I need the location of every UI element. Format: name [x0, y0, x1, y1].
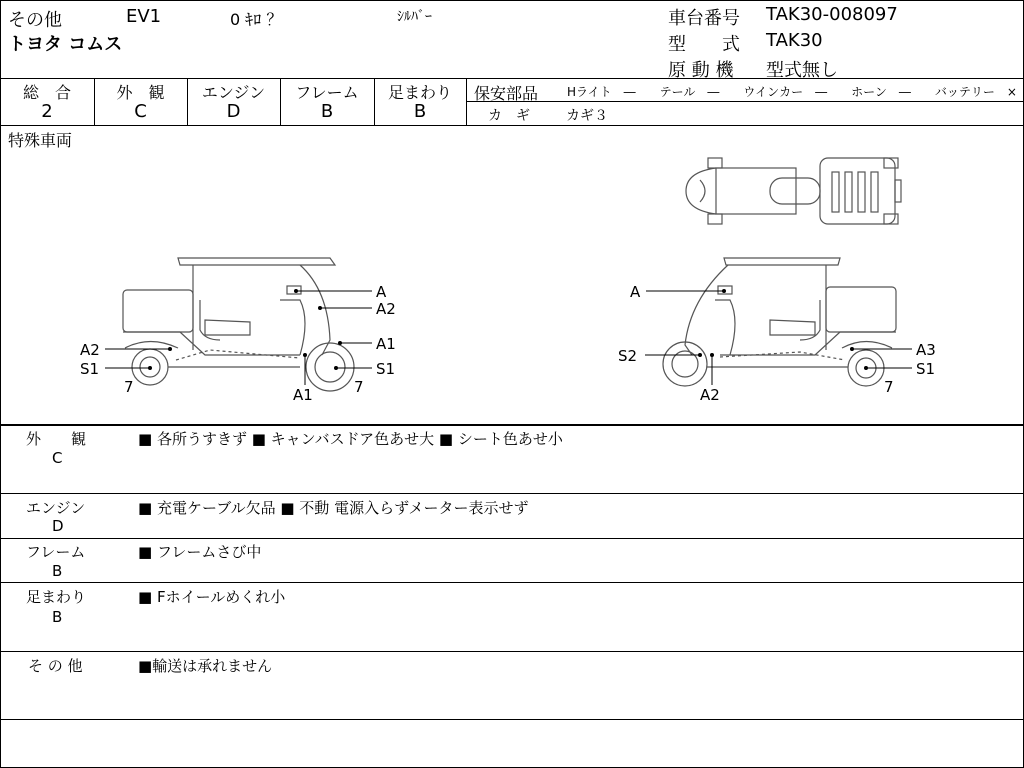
overall-label: 総 合 [22, 83, 71, 102]
category: その他 [8, 10, 62, 31]
label-a1-right-left: A1 [376, 335, 396, 353]
left-leaders [105, 291, 372, 385]
safety-items: Hライト ― テール ― ウインカー ― ホーン ― バッテリー × [567, 85, 1017, 99]
label-a2-top-left: A2 [376, 300, 396, 318]
label-s1-right: S1 [916, 360, 936, 378]
section-remarks-exterior: ■ 各所うすきず ■ キャンバスドア色あせ大 ■ シート色あせ小 [138, 430, 563, 448]
top-view [686, 158, 901, 224]
label-a-left: A [376, 283, 387, 301]
label-s2-right: S2 [618, 347, 638, 365]
vehicle-name: トヨタ コムス [8, 34, 123, 55]
frame-value: B [320, 101, 334, 122]
type-label: 型 式 [668, 34, 740, 55]
label-7-right: 7 [884, 378, 894, 396]
exterior-label: 外 観 [116, 83, 165, 102]
section-label-frame: フレーム [26, 543, 86, 561]
label-a-right: A [630, 283, 641, 301]
safety-label: 保安部品 [474, 84, 539, 103]
section-label-engine: エンジン [26, 499, 86, 517]
section-label-exterior: 外 観 [26, 430, 87, 448]
chassis-label: 車台番号 [668, 8, 740, 29]
section-label-suspension: 足まわり [26, 588, 87, 606]
label-s1-left: S1 [80, 360, 100, 378]
section-remarks-frame: ■ フレームさび中 [138, 543, 262, 561]
right-leaders [645, 291, 912, 385]
engine-grade-value: D [226, 101, 241, 122]
exterior-value: C [134, 101, 147, 122]
engine-label: 原 動 機 [668, 60, 734, 81]
special-vehicle-label: 特殊車両 [8, 131, 73, 150]
section-grade-engine: D [52, 517, 64, 535]
engine-value: 型式無し [766, 60, 838, 81]
mileage: 0 ｷﾛ ？ [230, 10, 283, 29]
key-value: カギ３ [566, 108, 608, 124]
section-grade-frame: B [52, 562, 63, 580]
label-a2-left: A2 [80, 341, 100, 359]
vehicle-diagram [0, 126, 1024, 424]
label-a2-right: A2 [700, 386, 720, 404]
overall-value: 2 [41, 101, 53, 122]
key-label: カ ギ [488, 108, 530, 124]
frame-label: フレーム [295, 83, 359, 102]
type-value: TAK30 [766, 30, 823, 51]
section-grade-suspension: B [52, 608, 63, 626]
engine-grade-label: エンジン [201, 83, 266, 102]
section-remarks-engine: ■ 充電ケーブル欠品 ■ 不動 電源入らずメーター表示せず [138, 499, 529, 517]
section-grade-exterior: C [52, 449, 63, 467]
model-code: EV1 [126, 6, 162, 27]
suspension-value: B [413, 101, 427, 122]
chassis-value: TAK30-008097 [766, 4, 898, 25]
left-side-view [123, 258, 354, 391]
label-s1-right-left: S1 [376, 360, 396, 378]
label-7-right-left: 7 [354, 378, 364, 396]
color: ｼﾙﾊﾞｰ [397, 9, 432, 25]
section-remarks-other: ■輸送は承れません [138, 657, 273, 675]
section-remarks-suspension: ■ Fホイールめくれ小 [138, 588, 286, 606]
label-a1-bottom-left: A1 [293, 386, 313, 404]
label-7-left: 7 [124, 378, 134, 396]
section-label-other: そ の 他 [28, 657, 83, 675]
right-side-view [663, 258, 896, 386]
suspension-label: 足まわり [387, 83, 452, 102]
label-a3-right: A3 [916, 341, 936, 359]
